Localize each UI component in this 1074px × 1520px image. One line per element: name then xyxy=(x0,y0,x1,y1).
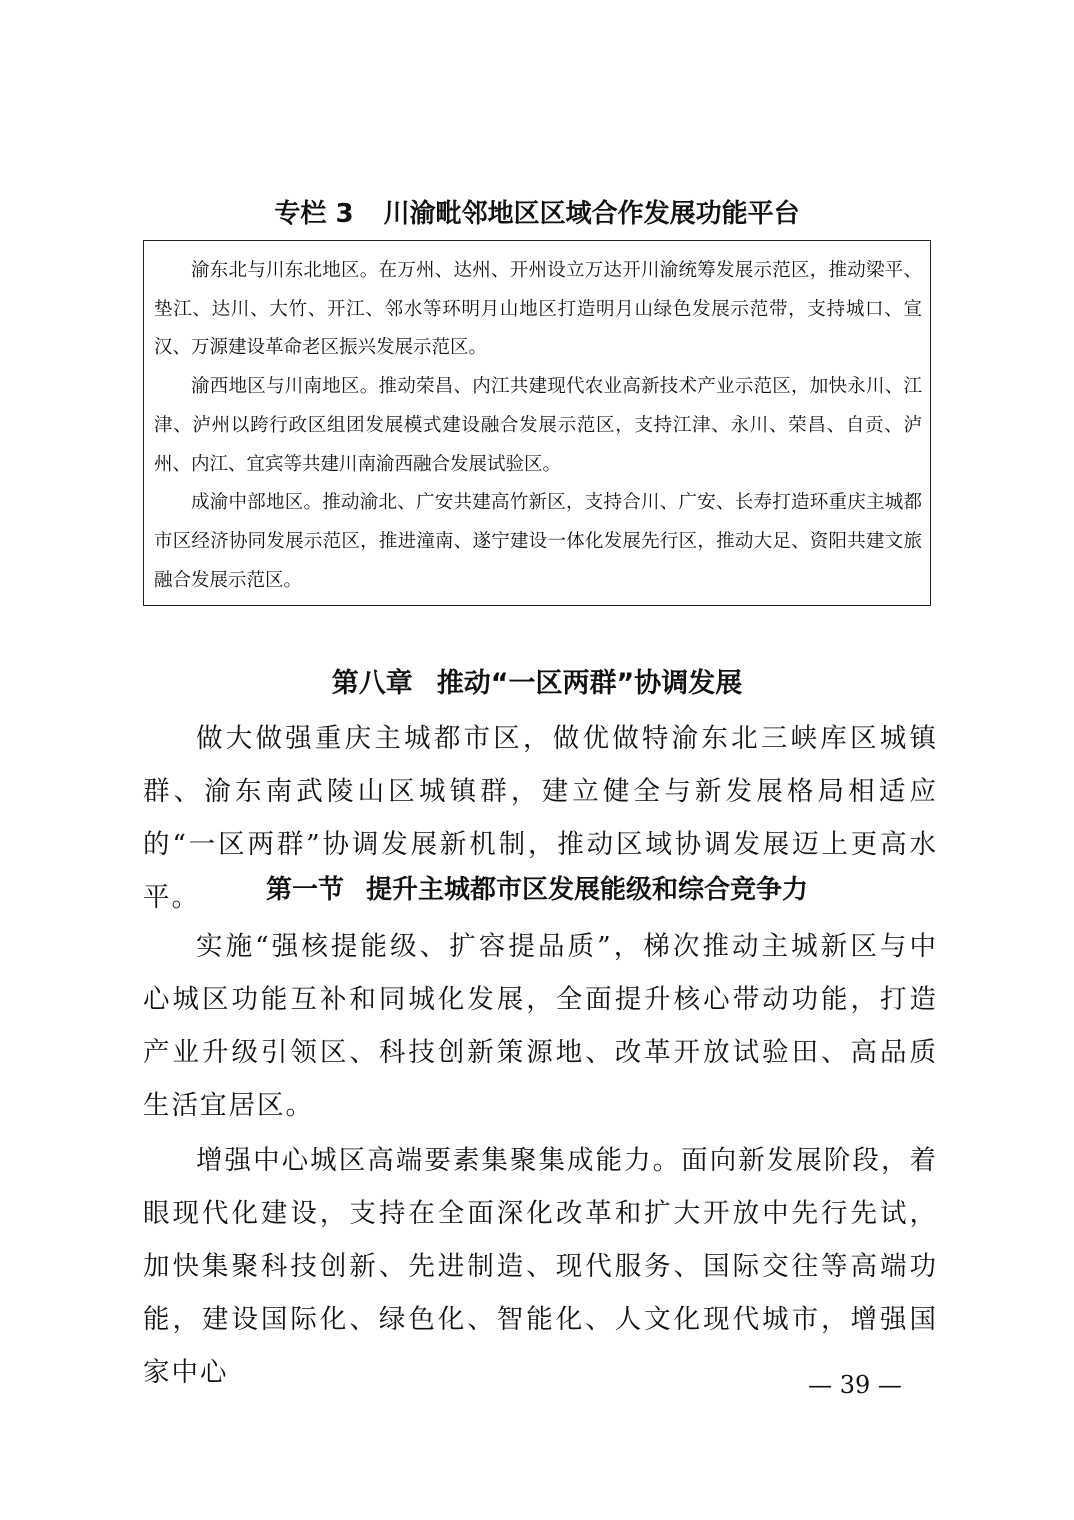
box-label: 专栏 3 xyxy=(274,199,354,229)
box-paragraph-text: 推动渝北、广安共建高竹新区，支持合川、广安、长寿打造环重庆主城都市区经济协同发展示范区，推进潼南、遂宁建设一体化发展先行区，推动大足、资阳共建文旅融合发展示范区。 xyxy=(154,492,922,591)
page-number: — 39 — xyxy=(808,1371,902,1399)
box-paragraph-text: 推动荣昌、内江共建现代农业高新技术产业示范区，加快永川、江津、泸州以跨行政区组团发展模式建设融合发展示范区，支持江津、永川、荣昌、自贡、泸州、内江、宜宾等共建川南渝西融合发展试验区。 xyxy=(154,376,922,475)
section-title: 提升主城都市区发展能级和综合竞争力 xyxy=(366,875,809,905)
box-paragraph xyxy=(154,368,922,484)
box-paragraph xyxy=(154,252,922,368)
section-number: 第一节 xyxy=(265,875,344,905)
box-paragraph-text: 在万州、达州、开州设立万达开川渝统筹发展示范区，推动梁平、垫江、达川、大竹、开江、邻水等环明月山地区打造明月山绿色发展示范带，支持城口、宣汉、万源建设革命老区振兴发展示范区。 xyxy=(154,260,922,359)
box-paragraph-lead: 渝西地区与川南地区。 xyxy=(191,376,379,398)
box-paragraph-lead: 成渝中部地区。 xyxy=(191,492,323,514)
feature-box xyxy=(143,240,931,606)
body-paragraph: 增强中心城区高端要素集聚集成能力。面向新发展阶段，着眼现代化建设，支持在全面深化改革和扩大开放中先行先试，加快集聚科技创新、先进制造、现代服务、国际交往等高端功能，建设国际化、绿色化、智能化、人文化现代城市，增强国家中心 xyxy=(143,1145,938,1388)
chapter-heading xyxy=(0,664,1074,704)
box-heading: 川渝毗邻地区区域合作发展功能平台 xyxy=(383,199,800,229)
box-paragraph-lead: 渝东北与川东北地区。 xyxy=(191,260,379,281)
body-paragraph: 实施“强核提能级、扩容提品质”，梯次推动主城新区与中心城区功能互补和同城化发展，全面提升核心带动功能，打造产业升级引领区、科技创新策源地、改革开放试验田、高品质生活宜居区。 xyxy=(143,931,938,1121)
chapter-title: 推动“一区两群”协调发展 xyxy=(436,668,743,699)
section-heading xyxy=(0,870,1074,910)
intro-paragraph: 做大做强重庆主城都市区，做优做特渝东北三峡库区城镇群、渝东南武陵山区城镇群，建立健全与新发展格局相适应的“一区两群”协调发展新机制，推动区域协调发展迈上更高水平。 xyxy=(143,723,938,913)
chapter-number: 第八章 xyxy=(331,668,413,699)
box-title xyxy=(143,196,931,232)
box-paragraph xyxy=(154,484,922,600)
